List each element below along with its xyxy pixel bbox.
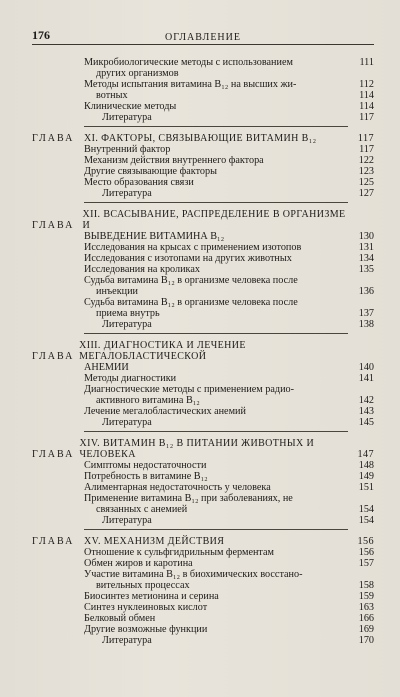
toc-entry bbox=[32, 558, 374, 569]
toc-entry bbox=[32, 253, 374, 264]
entry-page-number: 170 bbox=[358, 635, 374, 646]
page-header bbox=[32, 28, 374, 45]
entry-title: Методы диагностики bbox=[84, 373, 177, 384]
toc-entry bbox=[32, 242, 374, 253]
chapter-label: ГЛАВА bbox=[32, 536, 75, 547]
entry-page-number: 135 bbox=[358, 264, 374, 275]
entry-title: Исследования на крысах с применением изотопов bbox=[84, 242, 302, 253]
chapter-label: ГЛАВА bbox=[32, 220, 75, 231]
section-divider bbox=[84, 126, 348, 127]
entry-title: Отношение к сульфгидрильным ферментам bbox=[84, 547, 274, 558]
entry-page-number: 114 bbox=[359, 101, 374, 112]
entry-page-number: 142 bbox=[358, 395, 374, 406]
toc-entry bbox=[32, 57, 374, 68]
toc-entry bbox=[32, 406, 374, 417]
entry-title: Исследования на кроликах bbox=[84, 264, 200, 275]
toc-entry bbox=[32, 297, 374, 308]
entry-title: приема внутрь bbox=[96, 308, 160, 319]
entry-page-number: 151 bbox=[358, 482, 374, 493]
toc-entry bbox=[32, 602, 374, 613]
toc-entry bbox=[32, 188, 374, 199]
entry-title: XIII. ДИАГНОСТИКА И ЛЕЧЕНИЕ МЕГАЛОБЛАСТИЧЕСКОЙ bbox=[79, 340, 246, 362]
entry-title: XV. МЕХАНИЗМ ДЕЙСТВИЯ bbox=[84, 536, 225, 547]
entry-title: Участие витамина B₁₂ в биохимических восстано- bbox=[84, 569, 303, 580]
toc-entry bbox=[32, 373, 374, 384]
entry-title: Место образования связи bbox=[84, 177, 194, 188]
entry-page-number: 125 bbox=[358, 177, 374, 188]
entry-page-number: 112 bbox=[359, 79, 374, 90]
entry-title: АНЕМИИ bbox=[84, 362, 129, 373]
entry-title: связанных с анемией bbox=[96, 504, 188, 515]
entry-page-number: 158 bbox=[358, 580, 374, 591]
entry-title: XIV. ВИТАМИН B₁₂ В ПИТАНИИ ЖИВОТНЫХ И ЧЕЛОВЕКА bbox=[79, 438, 315, 460]
toc-entry bbox=[32, 613, 374, 624]
entry-page-number: 154 bbox=[358, 515, 374, 526]
entry-page-number: 117 bbox=[357, 133, 374, 144]
entry-title: Литература bbox=[102, 112, 152, 123]
entry-page-number: 156 bbox=[358, 547, 374, 558]
entry-title: Применение витамина B₁₂ при заболеваниях, не bbox=[84, 493, 293, 504]
toc-entry bbox=[32, 90, 374, 101]
entry-page-number: 111 bbox=[359, 57, 374, 68]
page-number: 176 bbox=[32, 28, 50, 42]
entry-title: Обмен жиров и каротина bbox=[84, 558, 193, 569]
entry-title: других организмов bbox=[96, 68, 179, 79]
entry-title: Литература bbox=[102, 515, 152, 526]
section-divider bbox=[84, 431, 348, 432]
entry-title: Судьба витамина B₁₂ в организме человека после bbox=[84, 275, 298, 286]
toc-entry bbox=[32, 308, 374, 319]
table-of-contents bbox=[32, 57, 374, 646]
entry-title: Биосинтез метионина и серина bbox=[84, 591, 219, 602]
entry-page-number: 159 bbox=[358, 591, 374, 602]
toc-entry bbox=[32, 362, 374, 373]
chapter-entry bbox=[32, 340, 374, 362]
entry-page-number: 114 bbox=[359, 90, 374, 101]
entry-title: ВЫВЕДЕНИЕ ВИТАМИНА B₁₂ bbox=[84, 231, 225, 242]
toc-entry bbox=[32, 417, 374, 428]
entry-page-number: 117 bbox=[359, 144, 374, 155]
entry-page-number: 148 bbox=[358, 460, 374, 471]
toc-entry bbox=[32, 580, 374, 591]
entry-title: Судьба витамина B₁₂ в организме человека после bbox=[84, 297, 298, 308]
page-title: ОГЛАВЛЕНИЕ bbox=[165, 32, 241, 43]
toc-entry bbox=[32, 177, 374, 188]
entry-title: Литература bbox=[102, 188, 152, 199]
entry-page-number: 169 bbox=[358, 624, 374, 635]
toc-entry bbox=[32, 384, 374, 395]
entry-title: Лечение мегалобластических анемий bbox=[84, 406, 246, 417]
entry-page-number: 136 bbox=[358, 286, 374, 297]
entry-title: Другие возможные функции bbox=[84, 624, 208, 635]
toc-entry bbox=[32, 569, 374, 580]
toc-entry bbox=[32, 112, 374, 123]
section-divider bbox=[84, 333, 348, 334]
entry-page-number: 123 bbox=[358, 166, 374, 177]
chapter-entry bbox=[32, 536, 374, 547]
chapter-entry bbox=[32, 133, 374, 144]
chapter-label: ГЛАВА bbox=[32, 351, 75, 362]
toc-entry bbox=[32, 275, 374, 286]
entry-title: Внутренний фактор bbox=[84, 144, 171, 155]
toc-entry bbox=[32, 286, 374, 297]
toc-entry bbox=[32, 624, 374, 635]
entry-page-number: 149 bbox=[358, 471, 374, 482]
entry-title: Литература bbox=[102, 417, 152, 428]
toc-entry bbox=[32, 144, 374, 155]
entry-title: Исследования с изотопами на других животных bbox=[84, 253, 292, 264]
toc-entry bbox=[32, 471, 374, 482]
entry-title: Белковый обмен bbox=[84, 613, 156, 624]
toc-entry bbox=[32, 547, 374, 558]
entry-page-number: 140 bbox=[358, 362, 374, 373]
entry-title: Диагностические методы с применением радио- bbox=[84, 384, 295, 395]
entry-title: Литература bbox=[102, 635, 152, 646]
entry-title: Микробиологические методы с использованием bbox=[84, 57, 293, 68]
toc-entry bbox=[32, 319, 374, 330]
toc-entry bbox=[32, 482, 374, 493]
chapter-entry bbox=[32, 438, 374, 460]
entry-title: Алиментарная недостаточность у человека bbox=[84, 482, 271, 493]
chapter-label: ГЛАВА bbox=[32, 133, 75, 144]
entry-title: Клинические методы bbox=[84, 101, 177, 112]
chapter-entry bbox=[32, 209, 374, 231]
toc-entry bbox=[32, 155, 374, 166]
entry-title: Другие связывающие факторы bbox=[84, 166, 217, 177]
toc-entry bbox=[32, 493, 374, 504]
entry-page-number: 166 bbox=[358, 613, 374, 624]
entry-page-number: 130 bbox=[358, 231, 374, 242]
entry-page-number: 156 bbox=[357, 536, 374, 547]
toc-entry bbox=[32, 79, 374, 90]
toc-entry bbox=[32, 504, 374, 515]
section-divider bbox=[84, 202, 348, 203]
toc-entry bbox=[32, 101, 374, 112]
entry-page-number: 127 bbox=[358, 188, 374, 199]
entry-title: вотных bbox=[96, 90, 128, 101]
entry-title: Синтез нуклеиновых кислот bbox=[84, 602, 208, 613]
entry-page-number: 138 bbox=[358, 319, 374, 330]
entry-title: Механизм действия внутреннего фактора bbox=[84, 155, 264, 166]
entry-page-number: 131 bbox=[358, 242, 374, 253]
entry-title: активного витамина B₁₂ bbox=[96, 395, 200, 406]
entry-page-number: 147 bbox=[357, 449, 374, 460]
entry-title: инъекции bbox=[96, 286, 138, 297]
entry-title: Методы испытания витамина B₁₂ на высших жи- bbox=[84, 79, 297, 90]
toc-entry bbox=[32, 68, 374, 79]
entry-title: Литература bbox=[102, 319, 152, 330]
entry-page-number: 137 bbox=[358, 308, 374, 319]
entry-page-number: 154 bbox=[358, 504, 374, 515]
chapter-label: ГЛАВА bbox=[32, 449, 75, 460]
toc-entry bbox=[32, 166, 374, 177]
entry-title: Симптомы недостаточности bbox=[84, 460, 207, 471]
section-divider bbox=[84, 529, 348, 530]
entry-page-number: 141 bbox=[358, 373, 374, 384]
entry-page-number: 117 bbox=[359, 112, 374, 123]
toc-entry bbox=[32, 515, 374, 526]
toc-entry bbox=[32, 460, 374, 471]
entry-page-number: 143 bbox=[358, 406, 374, 417]
toc-entry bbox=[32, 264, 374, 275]
toc-entry bbox=[32, 635, 374, 646]
entry-page-number: 134 bbox=[358, 253, 374, 264]
toc-entry bbox=[32, 231, 374, 242]
entry-title: вительных процессах bbox=[96, 580, 190, 591]
entry-page-number: 145 bbox=[358, 417, 374, 428]
entry-page-number: 163 bbox=[358, 602, 374, 613]
entry-title: XII. ВСАСЫВАНИЕ, РАСПРЕДЕЛЕНИЕ В ОРГАНИЗМЕ И bbox=[82, 209, 346, 231]
entry-title: Потребность в витамине B₁₂ bbox=[84, 471, 208, 482]
entry-title: XI. ФАКТОРЫ, СВЯЗЫВАЮЩИЕ ВИТАМИН B₁₂ bbox=[84, 133, 317, 144]
entry-page-number: 157 bbox=[358, 558, 374, 569]
entry-page-number: 122 bbox=[358, 155, 374, 166]
toc-entry bbox=[32, 591, 374, 602]
toc-entry bbox=[32, 395, 374, 406]
